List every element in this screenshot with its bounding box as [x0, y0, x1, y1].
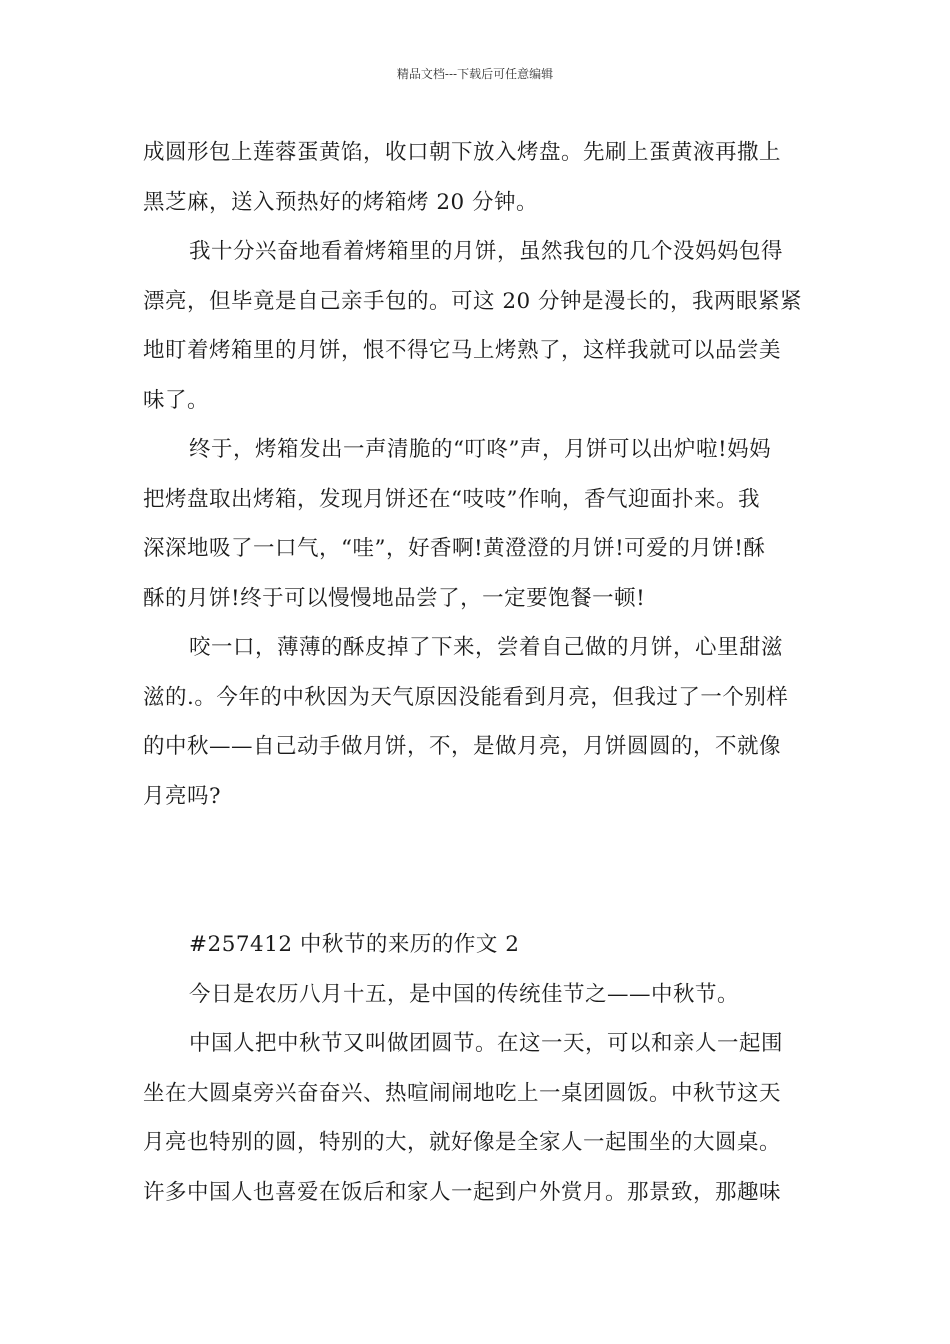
text-line: 深深地吸了一口气，“哇”，好香啊!黄澄澄的月饼!可爱的月饼!酥 — [143, 536, 766, 561]
paragraph-start-line: 咬一口，薄薄的酥皮掉了下来，尝着自己做的月饼，心里甜滋 — [189, 635, 784, 660]
paragraph-start-line: 终于，烤箱发出一声清脆的“叮咚”声，月饼可以出炉啦!妈妈 — [189, 437, 772, 462]
paragraph-start-line: 我十分兴奋地看着烤箱里的月饼，虽然我包的几个没妈妈包得 — [189, 239, 784, 264]
paragraph-start-line: 今日是农历八月十五，是中国的传统佳节之——中秋节。 — [189, 981, 740, 1007]
page-header: 精品文档---下载后可任意编辑 — [396, 67, 554, 81]
text-line: 地盯着烤箱里的月饼，恨不得它马上烤熟了，这样我就可以品尝美 — [143, 338, 782, 363]
text-line: 成圆形包上莲蓉蛋黄馅，收口朝下放入烤盘。先刷上蛋黄液再撒上 — [143, 140, 782, 165]
text-line: 漂亮，但毕竟是自己亲手包的。可这 20 分钟是漫长的，我两眼紧紧 — [143, 288, 803, 314]
text-line: 月亮也特别的圆，特别的大，就好像是全家人一起围坐的大圆桌。 — [143, 1130, 782, 1155]
document-body — [143, 128, 808, 1217]
text-line: 酥的月饼!终于可以慢慢地品尝了，一定要饱餐一顿! — [143, 585, 646, 611]
section-spacer — [143, 821, 808, 920]
text-line: 许多中国人也喜爱在饭后和家人一起到户外赏月。那景致，那趣味 — [143, 1179, 782, 1205]
paragraph-start-line: 中国人把中秋节又叫做团圆节。在这一天，可以和亲人一起围 — [189, 1031, 784, 1056]
text-line: 味了。 — [143, 387, 210, 413]
text-line: 月亮吗? — [143, 783, 222, 809]
text-line: 把烤盘取出烤箱，发现月饼还在“吱吱”作响，香气迎面扑来。我 — [143, 486, 760, 512]
text-line: 滋的.。今年的中秋因为天气原因没能看到月亮，但我过了一个别样 — [143, 684, 789, 710]
text-line: 黑芝麻，送入预热好的烤箱烤 20 分钟。 — [143, 189, 539, 215]
text-line: 的中秋——自己动手做月饼，不，是做月亮，月饼圆圆的，不就像 — [143, 734, 782, 759]
text-line: 坐在大圆桌旁兴奋奋兴、热喧闹闹地吃上一桌团圆饭。中秋节这天 — [143, 1080, 782, 1106]
article-title: #257412 中秋节的来历的作文 2 — [189, 932, 520, 957]
